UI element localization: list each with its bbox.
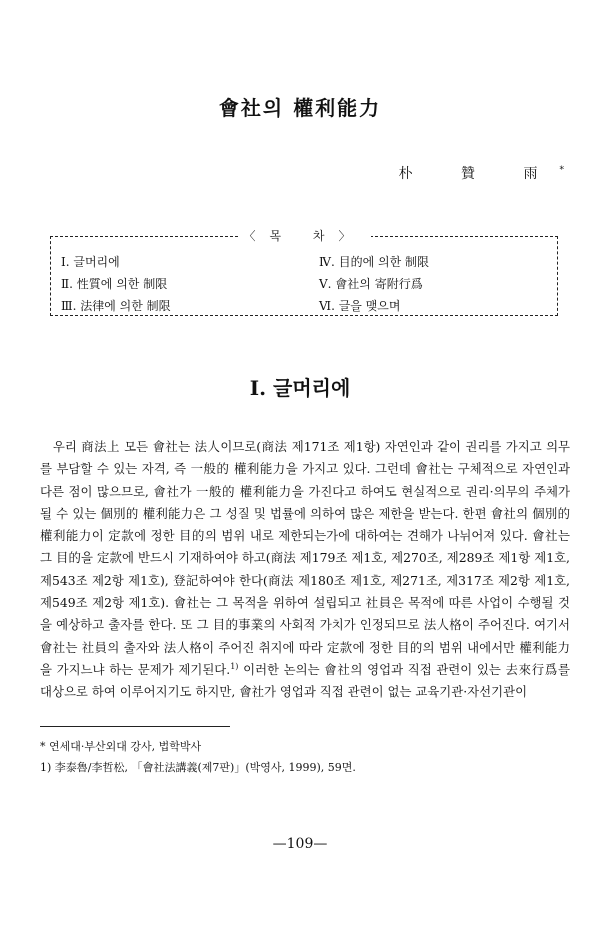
body-text-part-2: 이러한 논의는 會社의 영업과 직접 관련이 있는 去來行爲를 대상으로 하여 이루어지기도 하지만, 會社가 영업과 직접 관련이 없는 교육기관·자선기관이 xyxy=(40,661,570,700)
toc-item: Ⅰ. 글머리에 xyxy=(61,255,120,269)
section-heading: Ⅰ. 글머리에 xyxy=(249,376,351,400)
body-text-part-1: 우리 商法上 모든 會社는 法人이므로(商法 제171조 제1항) 자연인과 같이 권리를 가지고 의무를 부담할 수 있는 자격, 즉 一般的 權利能力을 가지고 있다. 그런데 會社는 구체적으로 자연인과 다른 점이 많으므로, 會社가 一般的 權利能力을 가진다고 하여도 현실적으로 권리·의무의 주체가 될 수 있는 個別的 權利能力은 그 성질 및 법률에 의하여 많은 제한을 받는다. 한편 會社의 個別的 權利能力이 定款에 정한 目的의 범위 내로 제한되는가에 대하여는 견해가 나뉘어져 있다. 會社는 그 目的을 定款에 반드시 기재하여야 하고(商法 제179조 제1호, 제270조, 제289조 제1항 제1호, 제543조 제2항 제1호), 登記하여야 한다(商法 제180조 제1호, 제271조, 제317조 제2항 제1호, 제549조 제2항 제1호). 會社는 그 목적을 위하여 설립되고 社員은 목적에 따른 사업이 수행될 것을 예상하고 출자를 한다. 또 그 目的事業의 사회적 가치가 인정되므로 法人格이 주어진다. 여기서 會社는 社員의 출자와 法人格이 주어진 취지에 따라 定款에 정한 目的의 범위 내에서만 權利能力을 가지느냐 하는 문제가 제기된다. xyxy=(40,439,571,677)
footnote-divider xyxy=(40,726,230,727)
footnote-author-affiliation: * 연세대·부산외대 강사, 법학박사 xyxy=(40,740,202,753)
toc-item: Ⅵ. 글을 맺으며 xyxy=(319,299,401,313)
toc-heading-text: 〈목 차〉 xyxy=(238,229,371,243)
table-of-contents xyxy=(50,229,558,316)
article-title: 會社의 權利能力 xyxy=(218,96,382,120)
page-number: —109— xyxy=(272,836,328,852)
toc-heading xyxy=(51,228,557,244)
footnotes xyxy=(40,736,570,778)
toc-left-column xyxy=(61,251,171,317)
toc-item: Ⅴ. 會社의 寄附行爲 xyxy=(319,277,423,291)
author-footnote-mark: * xyxy=(559,165,564,176)
author-name-text: 朴 贊 雨 xyxy=(398,166,560,182)
author-name xyxy=(399,163,564,183)
toc-right-column xyxy=(319,251,429,317)
body-paragraph xyxy=(40,436,570,704)
toc-item: Ⅳ. 目的에 의한 制限 xyxy=(319,255,430,269)
footnote-1: 1) 李泰魯/李哲松, 「會社法講義(제7판)」(박영사, 1999), 59면. xyxy=(40,761,356,774)
toc-item: Ⅲ. 法律에 의한 制限 xyxy=(61,299,171,313)
toc-item: Ⅱ. 性質에 의한 制限 xyxy=(61,277,168,291)
footnote-reference: 1) xyxy=(230,661,239,671)
